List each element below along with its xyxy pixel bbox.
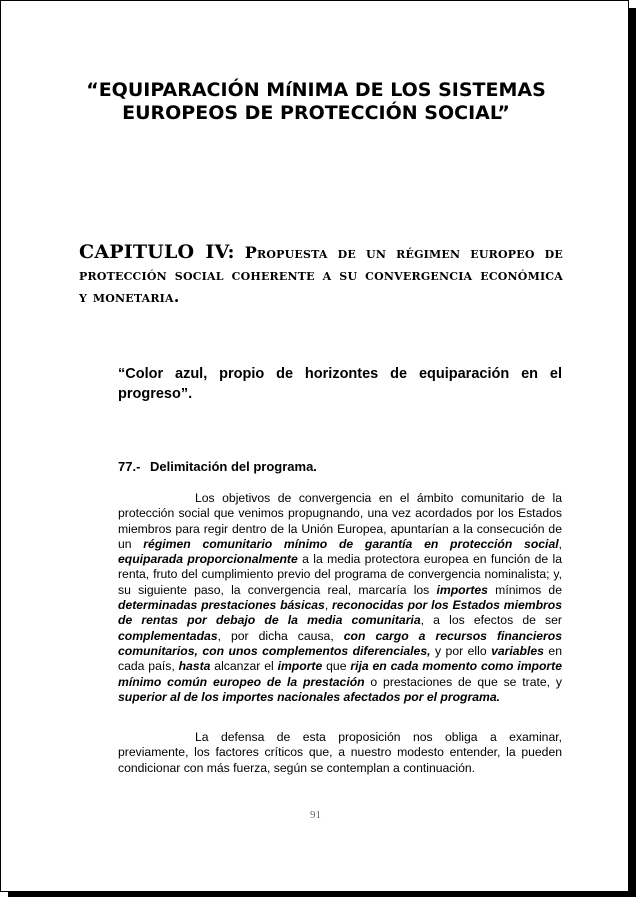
- emphasized-text: régimen comunitario mínimo de garantía en protección social: [143, 536, 559, 551]
- emphasized-text: variables: [491, 643, 544, 658]
- section-number: 77.-: [118, 459, 141, 474]
- paragraph-text: , por dicha causa,: [217, 628, 344, 643]
- title-line-1: “EQUIPARACIÓN MíNIMA DE LOS SISTEMAS: [86, 79, 546, 101]
- chapter-label: CAPITULO IV:: [79, 241, 235, 263]
- paragraph-text: mínimos de: [487, 582, 562, 597]
- emphasized-text: determinadas prestaciones básicas: [118, 598, 325, 613]
- paragraph-text: que: [322, 659, 351, 674]
- paragraph-text: a la media protectora europea en función de la renta, fruto del cumplimiento previo del programa de convergencia nominalista; y, su siguiente paso, la convergencia real, marcaría los: [118, 552, 562, 597]
- epigraph-quote: “Color azul, propio de horizontes de equiparación en el progreso”.: [118, 366, 562, 402]
- emphasized-text: importes: [436, 582, 488, 597]
- body-paragraph-1: [118, 491, 562, 705]
- emphasized-text: hasta: [178, 659, 211, 674]
- emphasized-text: con cargo a recursos financieros comunitarios, con unos complementos diferenciales,: [118, 628, 563, 658]
- page-shadow-bottom: [8, 892, 636, 897]
- paragraph-text: en cada país,: [118, 643, 562, 674]
- section-title: Delimitación del programa.: [150, 459, 317, 474]
- title-line-2: EUROPEOS DE PROTECCIÓN SOCIAL”: [122, 102, 510, 124]
- section-heading: [118, 459, 317, 475]
- paragraph-text: alcanzar el: [210, 659, 278, 674]
- emphasized-text: rija en cada momento como importe mínimo común europeo de la prestación: [118, 659, 562, 689]
- paragraph-text: , a los efectos de ser: [420, 613, 562, 628]
- page-number: 91: [310, 809, 321, 821]
- paragraph-text: o prestaciones de que se trate, y: [364, 674, 562, 689]
- emphasized-text: superior al de los importes nacionales afectados por el programa.: [118, 689, 500, 704]
- body-paragraph-2: La defensa de esta proposición nos obliga a examinar, previamente, los factores críticos que, a nuestro modesto entender, la pueden condicionar con más fuerza, según se contemplan a continuación.: [118, 730, 562, 775]
- emphasized-text: reconocidas por los Estados miembros de rentas por debajo de la media comunitaria: [118, 598, 563, 628]
- paragraph-text: Los objetivos de convergencia en el ámbito comunitario de la protección social que venimos propugnando, una vez acordados por los Estados miembros para regir dentro de la Unión Europea, apuntarían a la consecución de un: [118, 491, 562, 551]
- paragraph-text: ,: [324, 598, 333, 613]
- emphasized-text: importe: [277, 659, 323, 674]
- emphasized-text: equiparada proporcionalmente: [118, 552, 298, 567]
- document-title: [41, 79, 591, 125]
- paragraph-text: ,: [558, 536, 562, 551]
- chapter-title: Propuesta de un régimen europeo de protección social coherente a su convergencia económica y monetaria.: [79, 243, 563, 306]
- paragraph-text: y por ello: [430, 643, 492, 658]
- page-shadow-right: [629, 8, 636, 897]
- emphasized-text: complementadas: [118, 628, 218, 643]
- chapter-heading: [79, 241, 563, 308]
